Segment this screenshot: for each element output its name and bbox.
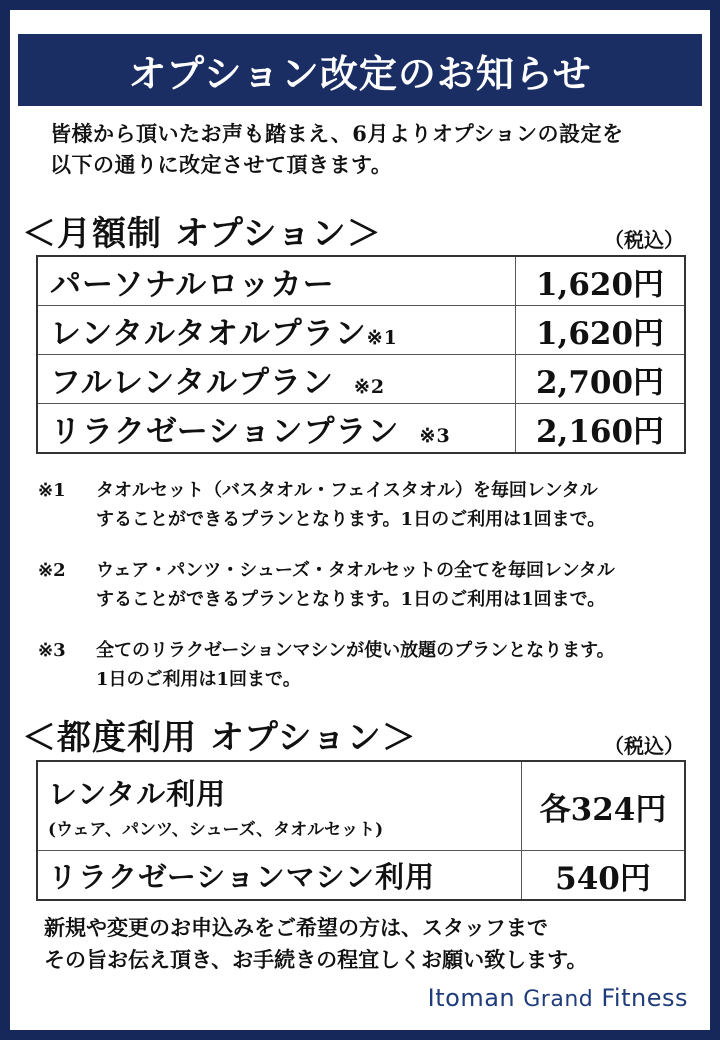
- option-price: 2,700円: [516, 355, 686, 404]
- intro-line-1: 皆様から頂いたお声も踏まえ、6月よりオプションの設定を: [50, 121, 624, 146]
- table-row: [37, 851, 685, 901]
- table-row: [37, 256, 685, 306]
- closing-line-1: 新規や変更のお申込みをご希望の方は、スタッフまで: [44, 915, 548, 940]
- note-item: [38, 556, 708, 614]
- notes-list: [38, 476, 708, 716]
- intro-line-2: 以下の通りに改定させて頂きます。: [50, 152, 393, 177]
- option-price: 2,160円: [516, 404, 686, 454]
- option-detail: (ウェア、パンツ、シューズ、タオルセット): [48, 820, 384, 840]
- note-mark: ※3: [419, 424, 451, 447]
- table-row: [37, 761, 685, 851]
- option-name: パーソナルロッカー: [50, 266, 335, 303]
- note-line: することができるプランとなります。1日のご利用は1回まで。: [96, 589, 606, 610]
- note-mark: ※1: [366, 326, 398, 349]
- notice-page: [10, 10, 710, 1030]
- notice-title: オプション改定のお知らせ: [18, 34, 702, 106]
- option-name: リラクゼーションマシン利用: [48, 859, 435, 894]
- option-price: 各324円: [522, 761, 686, 851]
- note-line: することができるプランとなります。1日のご利用は1回まで。: [96, 509, 606, 530]
- intro-text: [50, 118, 690, 180]
- note-key: ※1: [38, 480, 66, 501]
- closing-line-2: その旨お伝え頂き、お手続きの程宜しくお願い致します。: [44, 947, 588, 972]
- per-use-heading: ＜都度利用 オプション＞: [22, 718, 417, 758]
- note-line: 1日のご利用は1回まで。: [96, 669, 301, 690]
- brand-word: Itoman: [427, 984, 516, 1012]
- note-mark: ※2: [353, 375, 386, 398]
- option-price: 1,620円: [516, 256, 686, 306]
- per-use-options-table: [36, 760, 686, 901]
- brand-word: Grand: [523, 987, 594, 1012]
- option-name: リラクゼーションプラン: [50, 413, 400, 450]
- closing-text: [44, 912, 704, 976]
- note-line: ウェア・パンツ・シューズ・タオルセットの全てを毎回レンタル: [96, 560, 615, 581]
- note-key: ※2: [38, 560, 66, 581]
- note-key: ※3: [38, 640, 66, 661]
- brand-word: Fitness: [601, 984, 688, 1012]
- monthly-tax-label: （税込）: [604, 228, 684, 252]
- per-use-tax-label: （税込）: [604, 734, 684, 758]
- table-row: [37, 355, 685, 404]
- table-row: [37, 306, 685, 355]
- note-item: [38, 636, 708, 694]
- note-line: タオルセット（バスタオル・フェイスタオル）を毎回レンタル: [96, 480, 598, 501]
- note-line: 全てのリラクゼーションマシンが使い放題のプランとなります。: [96, 640, 615, 661]
- option-name: レンタルタオルプラン: [50, 315, 367, 352]
- option-name: レンタル利用: [48, 777, 227, 811]
- note-item: [38, 476, 708, 534]
- monthly-options-table: [36, 255, 686, 454]
- option-name: フルレンタルプラン: [50, 364, 334, 401]
- option-price: 540円: [522, 851, 686, 901]
- option-price: 1,620円: [516, 306, 686, 355]
- table-row: [37, 404, 685, 454]
- brand-logo: [428, 984, 688, 1012]
- monthly-heading: ＜月額制 オプション＞: [22, 214, 382, 254]
